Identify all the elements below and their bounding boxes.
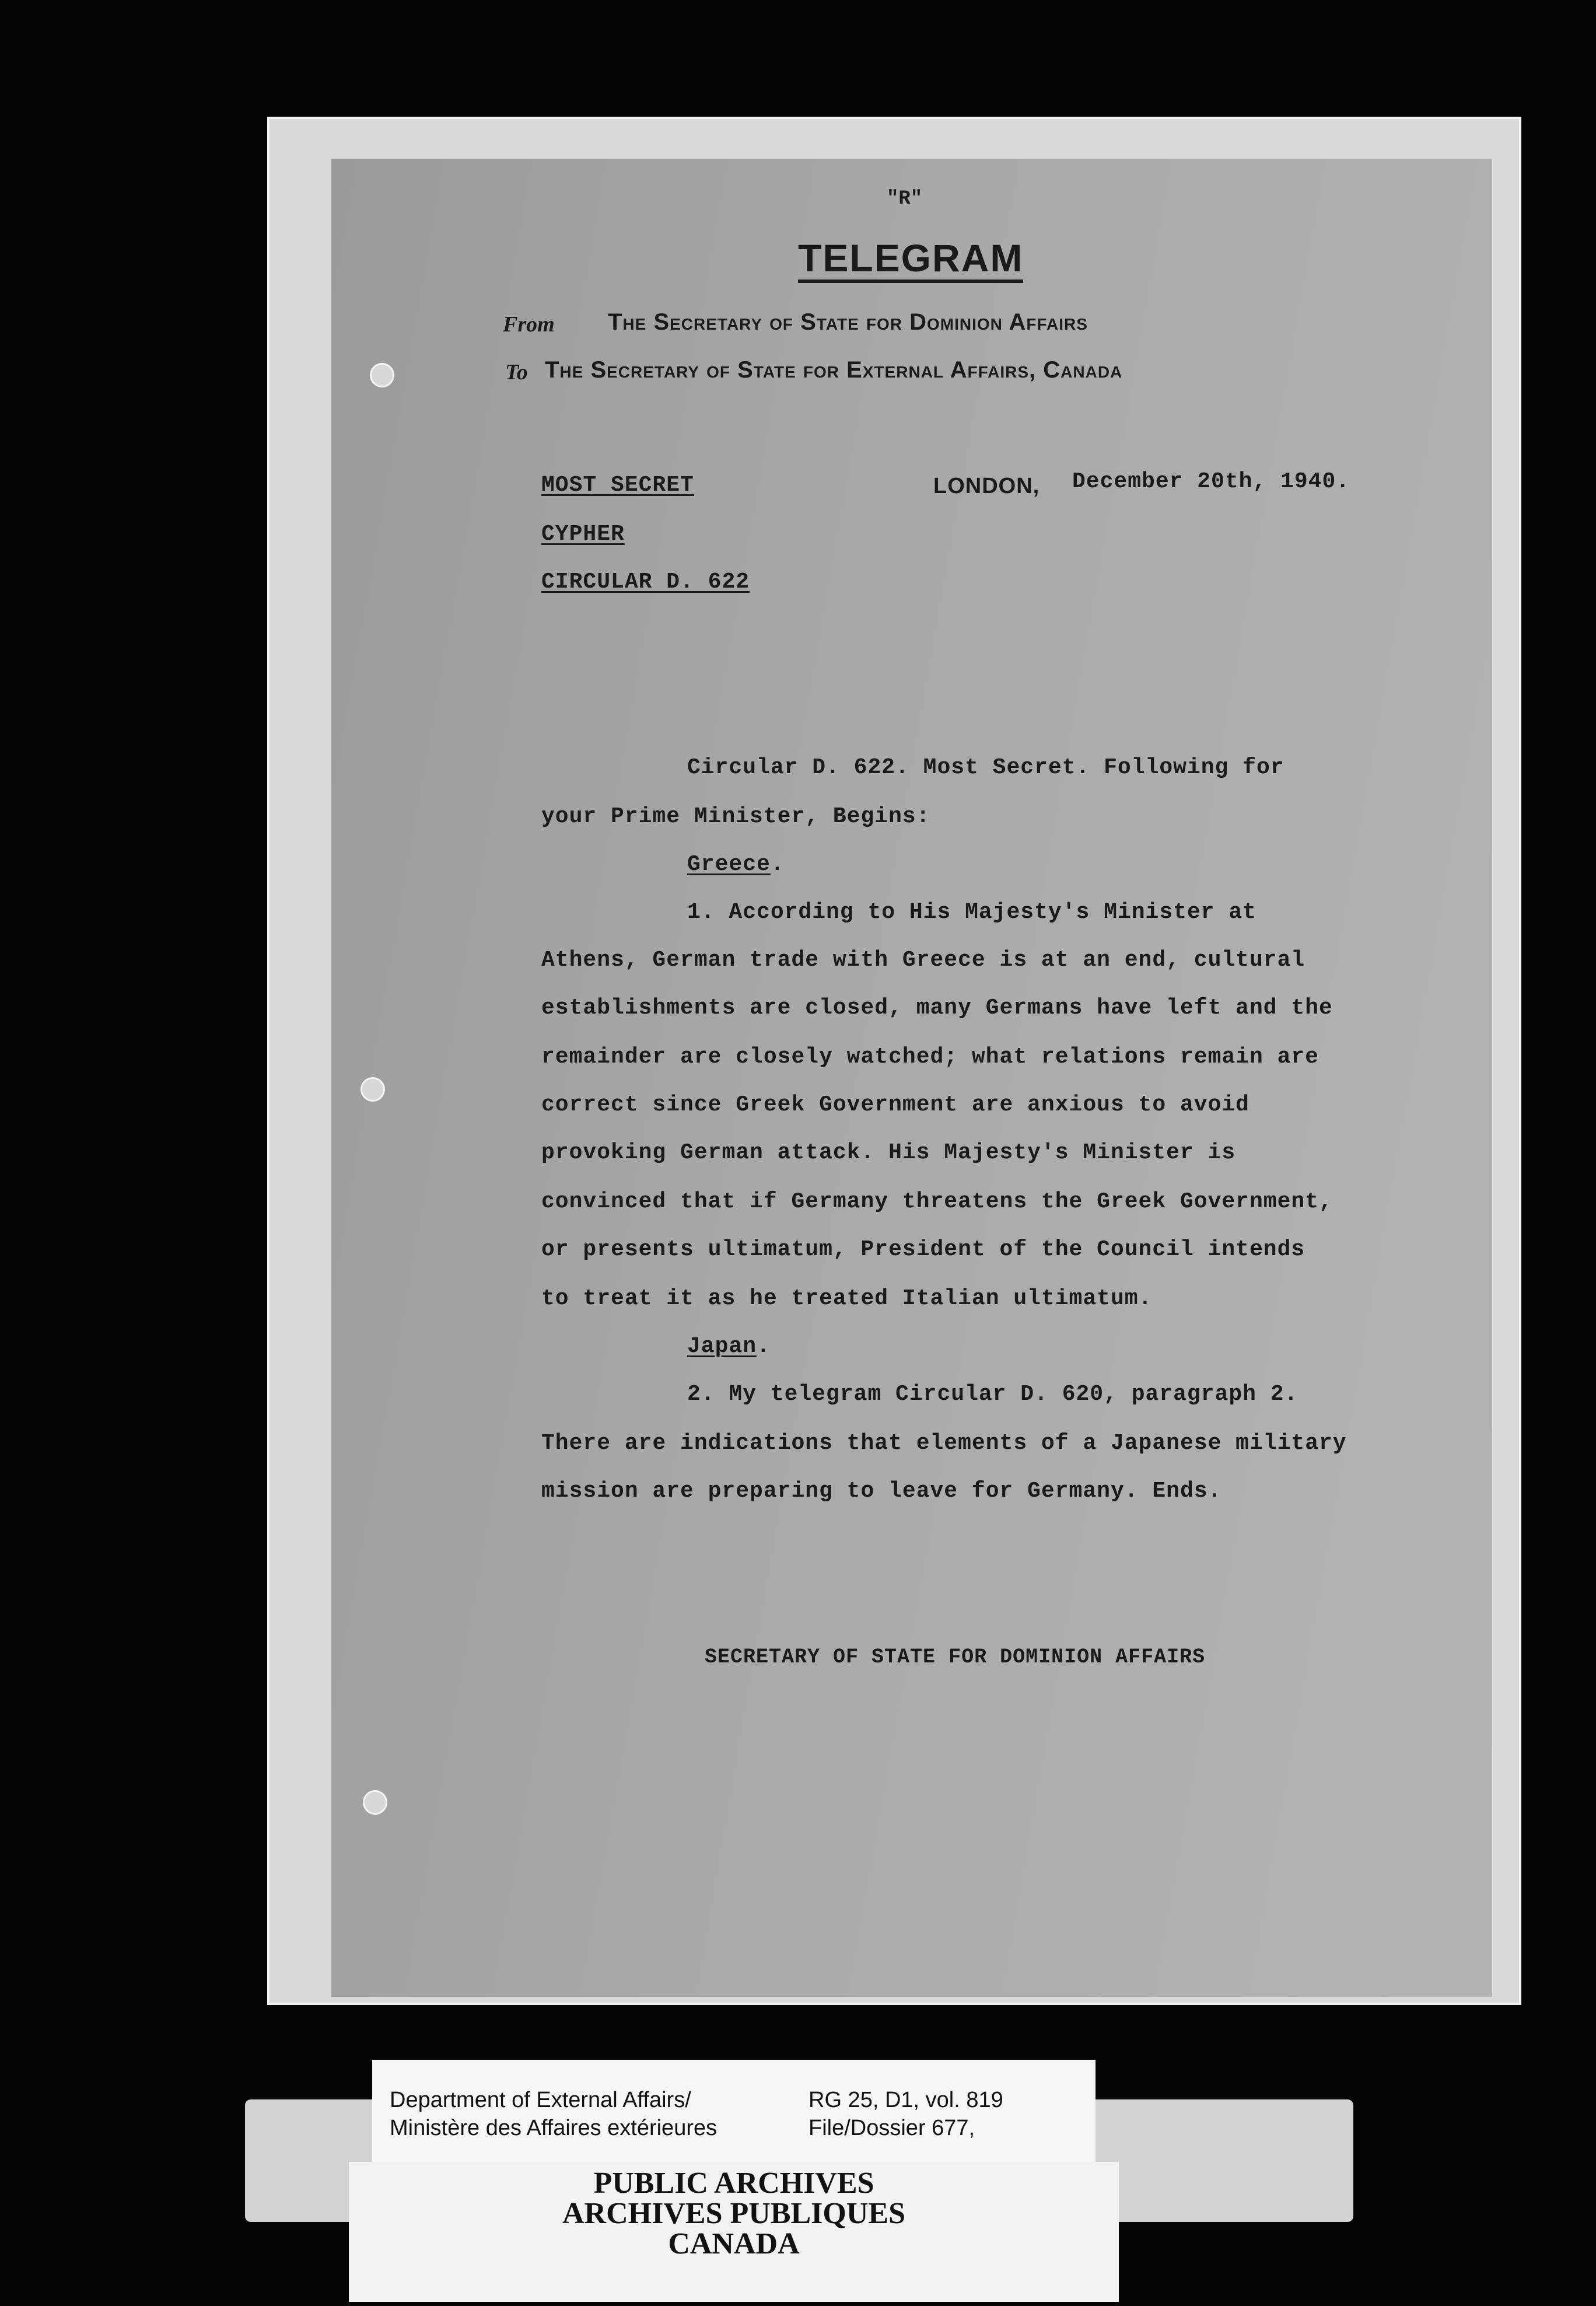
transmission-method: CYPHER — [541, 522, 625, 547]
heading-greece-text: Greece — [687, 852, 771, 877]
classification: MOST SECRET — [541, 473, 694, 498]
heading-greece-dot: . — [770, 852, 785, 877]
body-line: There are indications that elements of a Japanese military — [541, 1431, 1347, 1456]
body-line: provoking German attack. His Majesty's Minister is — [541, 1140, 1236, 1165]
department-french: Ministère des Affaires extérieures — [390, 2116, 718, 2140]
canada: CANADA — [668, 2227, 800, 2260]
from-text: The Secretary of State for Dominion Affairs — [608, 309, 1088, 335]
r-mark: "R" — [887, 188, 923, 210]
public-archives: PUBLIC ARCHIVES — [593, 2167, 874, 2200]
heading-japan-text: Japan — [687, 1334, 757, 1359]
telegram-title: TELEGRAM — [798, 238, 1023, 283]
circular-number: CIRCULAR D. 622 — [541, 569, 750, 595]
signature: SECRETARY OF STATE FOR DOMINION AFFAIRS — [705, 1645, 1206, 1669]
body-line: your Prime Minister, Begins: — [541, 804, 930, 829]
body-line: to treat it as he treated Italian ultimatum. — [541, 1286, 1153, 1311]
archives-publiques: ARCHIVES PUBLIQUES — [562, 2197, 906, 2230]
body-line: mission are preparing to leave for Germany. Ends. — [541, 1479, 1222, 1504]
from-label: From — [503, 312, 555, 337]
punch-hole — [363, 1790, 387, 1815]
record-group: RG 25, D1, vol. 819 — [808, 2088, 1003, 2112]
heading-greece — [687, 852, 785, 877]
place: LONDON, — [933, 474, 1040, 498]
telegram-page — [331, 159, 1492, 1997]
body-line: Circular D. 622. Most Secret. Following for — [687, 755, 1284, 780]
heading-japan — [687, 1334, 771, 1359]
to-text: The Secretary of State for External Affairs, Canada — [545, 357, 1123, 383]
department-english: Department of External Affairs/ — [390, 2088, 691, 2112]
body-line: 1. According to His Majesty's Minister at — [687, 900, 1256, 925]
heading-japan-dot: . — [757, 1334, 771, 1359]
punch-hole — [370, 363, 394, 387]
to-label: To — [505, 360, 528, 385]
date: December 20th, 1940. — [1072, 469, 1350, 494]
body-line: convinced that if Germany threatens the Greek Government, — [541, 1189, 1333, 1214]
body-line: or presents ultimatum, President of the Council intends — [541, 1237, 1306, 1262]
body-line: 2. My telegram Circular D. 620, paragraph 2. — [687, 1382, 1298, 1407]
body-line: remainder are closely watched; what relations remain are — [541, 1044, 1320, 1070]
body-line: correct since Greek Government are anxious to avoid — [541, 1092, 1250, 1117]
body-line: establishments are closed, many Germans have left and the — [541, 995, 1333, 1021]
punch-hole — [360, 1077, 385, 1102]
body-line: Athens, German trade with Greece is at an end, cultural — [541, 948, 1306, 973]
file-dossier: File/Dossier 677, — [808, 2116, 975, 2140]
